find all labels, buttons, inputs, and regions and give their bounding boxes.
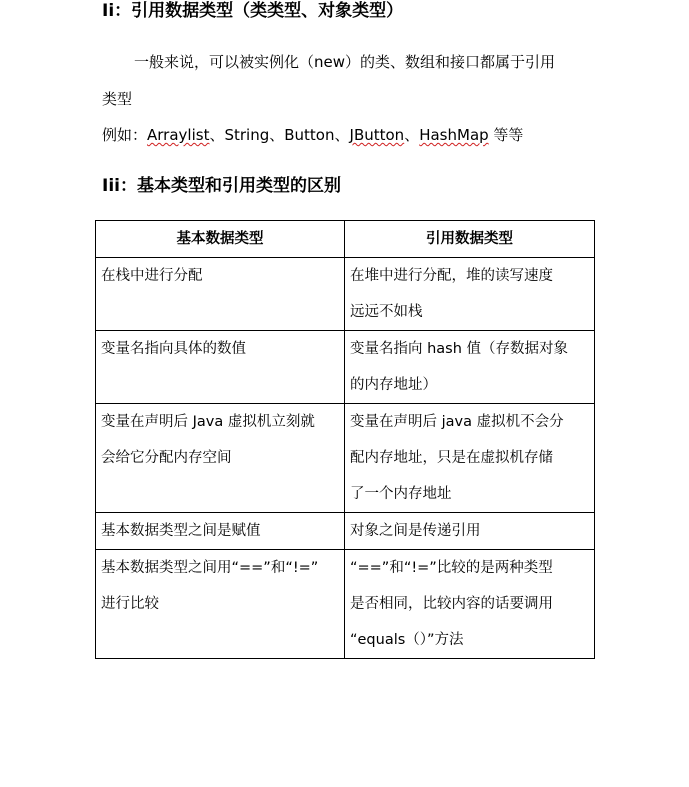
table-header-row <box>96 221 595 258</box>
table-cell-reference <box>345 404 595 513</box>
examples-suffix: 等等 <box>488 126 524 144</box>
example-separator: 、 <box>334 126 350 144</box>
table-cell-basic <box>96 550 345 659</box>
example-item: JButton <box>349 126 405 144</box>
cell-line: 的内存地址） <box>350 377 437 393</box>
cell-line: 进行比较 <box>101 596 159 612</box>
cell-line: 在堆中进行分配，堆的读写速度 <box>350 268 553 284</box>
examples-paragraph <box>102 125 523 145</box>
cell-line: 了一个内存地址 <box>350 486 452 502</box>
cell-line: 是否相同，比较内容的话要调用 <box>350 596 553 612</box>
table-row <box>96 258 595 331</box>
intro-paragraph-line-1: 一般来说，可以被实例化（new）的类、数组和接口都属于引用 <box>134 53 556 71</box>
example-separator: 、 <box>404 126 420 144</box>
table-row <box>96 513 595 550</box>
table-cell-reference <box>345 258 595 331</box>
table-row <box>96 331 595 404</box>
cell-line: 变量名指向具体的数值 <box>101 341 246 357</box>
example-separator: 、 <box>209 126 225 144</box>
table-cell-reference <box>345 513 595 550</box>
comparison-table <box>95 220 595 659</box>
cell-line: 对象之间是传递引用 <box>350 523 481 539</box>
heading-type-differences: Iii：基本类型和引用类型的区别 <box>102 176 341 196</box>
table-cell-basic <box>96 513 345 550</box>
examples-prefix: 例如： <box>102 126 148 144</box>
cell-line: “equals（）”方法 <box>350 632 464 648</box>
example-separator: 、 <box>269 126 285 144</box>
cell-line: 远远不如栈 <box>350 304 423 320</box>
table-cell-reference <box>345 550 595 659</box>
cell-line: 变量在声明后 Java 虚拟机立刻就 <box>101 414 315 430</box>
example-item: HashMap <box>419 126 489 144</box>
example-item: Arraylist <box>147 126 210 144</box>
cell-line: 变量名指向 hash 值（存数据对象 <box>350 341 569 357</box>
example-item: Button <box>284 126 335 144</box>
cell-line: 基本数据类型之间用“==”和“!=” <box>101 560 319 576</box>
heading-reference-types: Ii：引用数据类型（类类型、对象类型） <box>102 1 404 21</box>
table-cell-reference <box>345 331 595 404</box>
cell-line: 基本数据类型之间是赋值 <box>101 523 261 539</box>
cell-line: 在栈中进行分配 <box>101 268 203 284</box>
cell-line: “==”和“!=”比较的是两种类型 <box>350 560 553 576</box>
column-header-basic: 基本数据类型 <box>96 221 345 258</box>
example-item: String <box>224 126 270 144</box>
table-cell-basic <box>96 258 345 331</box>
table-row <box>96 404 595 513</box>
table-cell-basic <box>96 404 345 513</box>
cell-line: 会给它分配内存空间 <box>101 450 232 466</box>
cell-line: 配内存地址，只是在虚拟机存储 <box>350 450 553 466</box>
table-cell-basic <box>96 331 345 404</box>
column-header-reference: 引用数据类型 <box>345 221 595 258</box>
intro-paragraph-line-2: 类型 <box>102 90 133 108</box>
table-row <box>96 550 595 659</box>
cell-line: 变量在声明后 java 虚拟机不会分 <box>350 414 564 430</box>
